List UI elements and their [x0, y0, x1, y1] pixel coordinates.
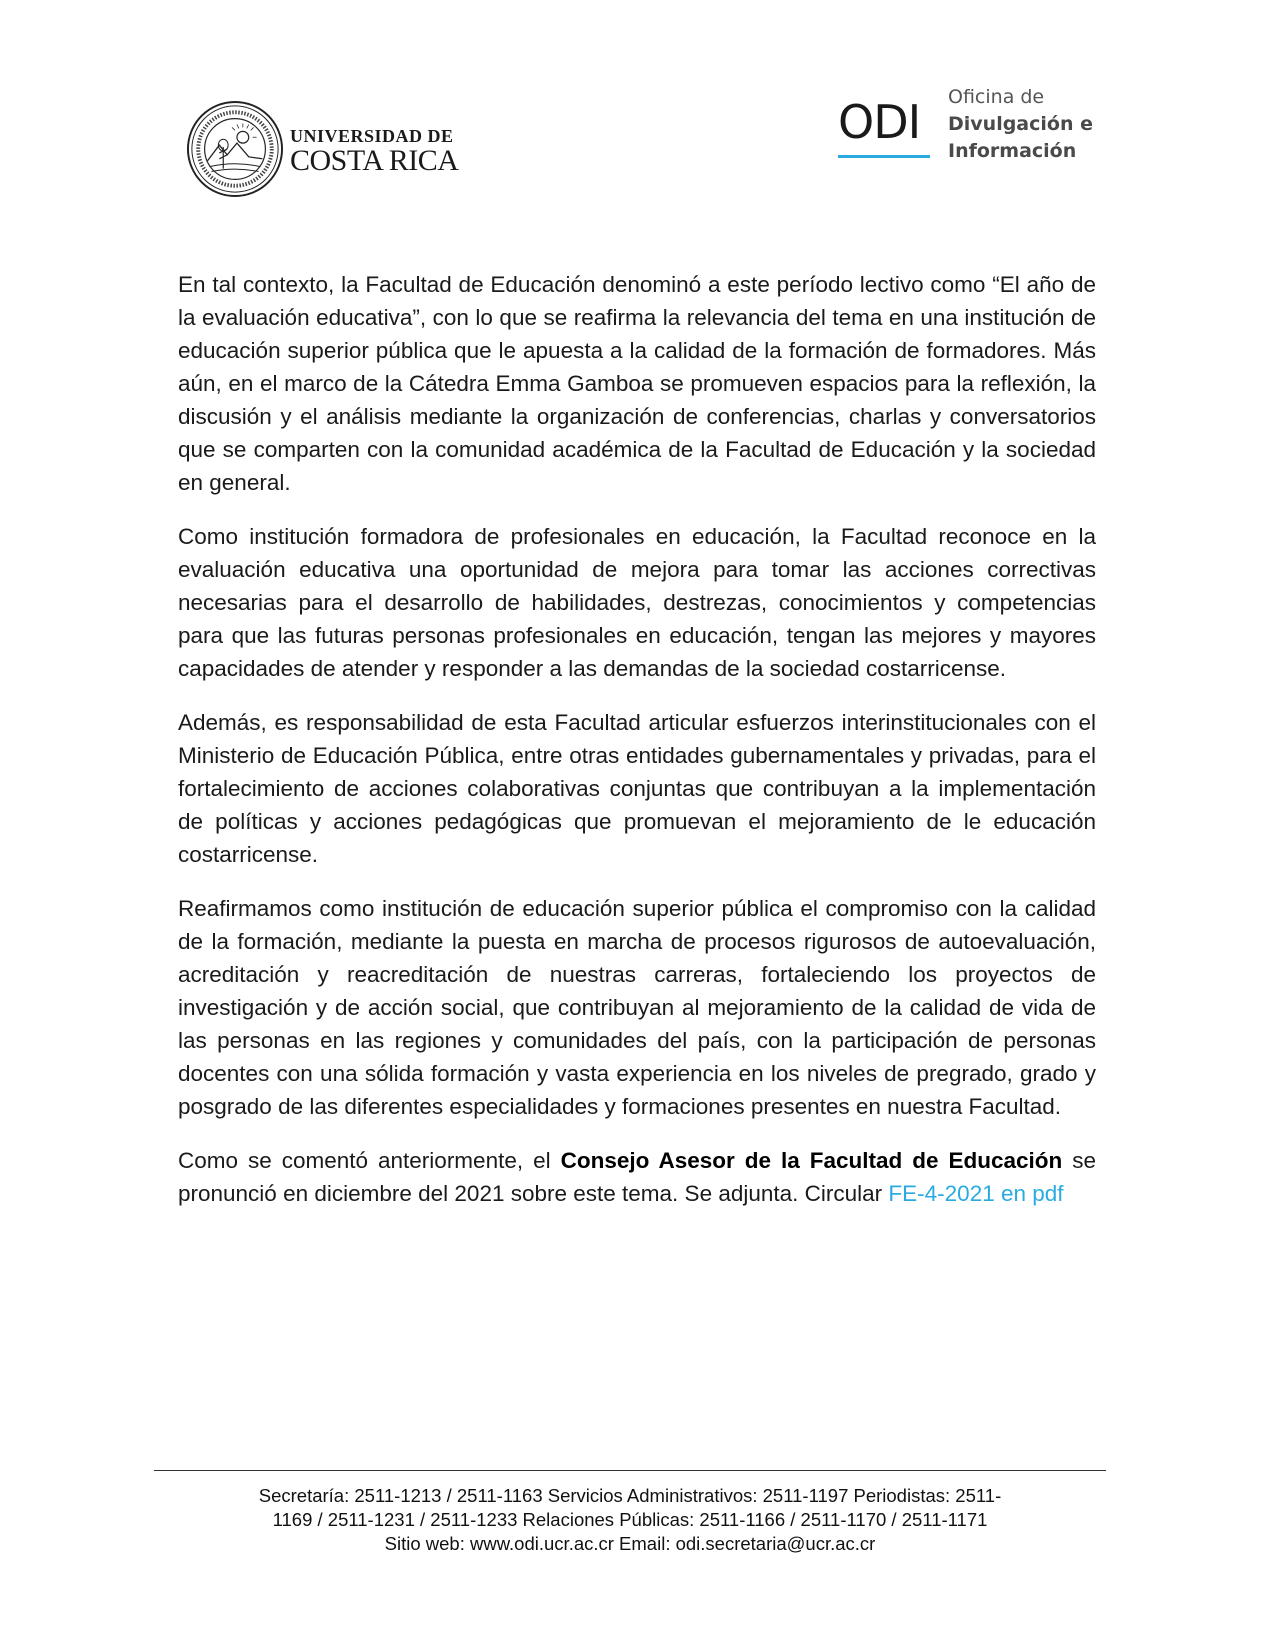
circular-pdf-link[interactable]: FE-4-2021 en pdf: [888, 1181, 1064, 1206]
odi-underline: [838, 155, 930, 158]
odi-line3: Información: [948, 140, 1077, 162]
footer-line1: Secretaría: 2511-1213 / 2511-1163 Servicios Administrativos: 2511-1197 Periodistas: 2511-: [258, 1485, 1002, 1506]
footer-divider: [154, 1470, 1106, 1471]
consejo-asesor-bold: Consejo Asesor de la Facultad de Educación: [560, 1148, 1063, 1173]
odi-mark: ODI: [838, 95, 921, 149]
footer-line2: 1169 / 2511-1231 / 2511-1233 Relaciones Públicas: 2511-1166 / 2511-1170 / 2511-1171: [272, 1509, 988, 1530]
ucr-logo: [186, 100, 466, 200]
paragraph-1: En tal contexto, la Facultad de Educación denominó a este período lectivo como “El año de la evaluación educativa”, con lo que se reafirma la relevancia del tema en una institución de educación superior pública que le apuesta a la calidad de la formación de formadores. Más aún, en el marco de la Cátedra Emma Gamboa se promueven espacios para la reflexión, la discusión y el análisis mediante la organización de conferencias, charlas y conversatorios que se comparten con la comunidad académica de la Facultad de Educación y la sociedad en general.: [178, 272, 1096, 495]
document-body: [178, 268, 1096, 1231]
footer-line3: Sitio web: www.odi.ucr.ac.cr Email: odi.secretaria@ucr.ac.cr: [384, 1533, 876, 1554]
paragraph-2: Como institución formadora de profesionales en educación, la Facultad reconoce en la evaluación educativa una oportunidad de mejora para tomar las acciones correctivas necesarias para el desarrollo de habilidades, destrezas, conocimientos y competencias para que las futuras personas profesionales en educación, tengan las mejores y mayores capacidades de atender y responder a las demandas de la sociedad costarricense.: [178, 524, 1096, 681]
odi-logo: [838, 84, 1098, 164]
odi-line1: Oficina de: [948, 86, 1045, 108]
ucr-line1: UNIVERSIDAD DE: [290, 126, 454, 146]
odi-line2: Divulgación e: [948, 113, 1093, 135]
paragraph-4: Reafirmamos como institución de educación superior pública el compromiso con la calidad de la formación, mediante la puesta en marcha de procesos rigurosos de autoevaluación, acreditación y reacreditación de nuestras carreras, fortaleciendo los proyectos de investigación y de acción social, que contribuyan al mejoramiento de la calidad de vida de las personas en las regiones y comunidades del país, con la participación de personas docentes con una sólida formación y vasta experiencia en los niveles de pregrado, grado y posgrado de las diferentes especialidades y formaciones presentes en nuestra Facultad.: [178, 896, 1096, 1119]
footer: [154, 1484, 1106, 1556]
odi-wordmark: [948, 84, 1093, 165]
ucr-line2: COSTA RICA: [290, 144, 459, 177]
paragraph-5: [178, 1144, 1096, 1210]
ucr-wordmark: [290, 126, 458, 176]
paragraph-5-middle: se pronunció en diciembre del 2021 sobre este tema. Se adjunta. Circular: [178, 1148, 1096, 1206]
paragraph-5-intro: Como se comentó anteriormente, el: [178, 1148, 561, 1173]
ucr-seal-icon: [186, 100, 284, 198]
paragraph-3: Además, es responsabilidad de esta Facultad articular esfuerzos interinstitucionales con el Ministerio de Educación Pública, entre otras entidades gubernamentales y privadas, para el fortalecimiento de acciones colaborativas conjuntas que contribuyan a la implementación de políticas y acciones pedagógicas que promuevan el mejoramiento de le educación costarricense.: [178, 710, 1096, 867]
